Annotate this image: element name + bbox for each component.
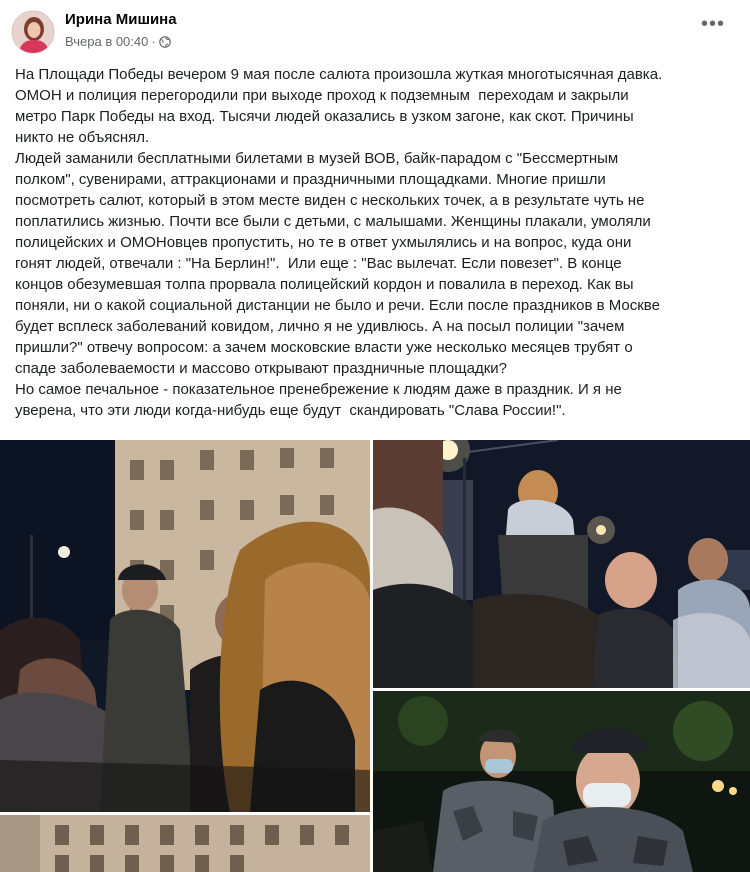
- post-header: [0, 0, 750, 60]
- meta-separator: ·: [151, 34, 156, 49]
- more-options-button[interactable]: •••: [700, 13, 725, 35]
- crowd-at-night-photo[interactable]: [0, 440, 370, 812]
- building-facade-photo[interactable]: [0, 815, 370, 872]
- author-avatar[interactable]: [11, 10, 55, 54]
- post-text: На Площади Победы вечером 9 мая после салюта произошла жуткая многотысячная давка. ОМОН и полиция перегородили при выходе проход к подземным переходам и закрыли метро Парк Победы на вход. Тысячи людей оказались в узком загоне, как скот. Причины никто не объяснял. Людей заманили бесплатными билетами в музей ВОВ, байк-парадом с "Бессмертным полком", сувенирами, аттракционами и праздничными площадками. Многие пришли посмотреть салют, который в этом месте виден с нескольких точек, а в результате чуть не поплатились жизнью. Почти все были с детьми, с малышами. Женщины плакали, умоляли полицейских и ОМОНовцев пропустить, но те в ответ ухмылялись и на вопрос, куда они гонят людей, отвечали : "На Берлин!". Или еще : "Вас вылечат. Если повезет". В конце концов обезумевшая толпа прорвала полицейский кордон и повалила в переход. Как вы поняли, ни о какой социальной дистанции не было и речи. Если после праздников в Москве будет всплеск заболеваний ковидом, лично я не удивлюсь. А на посыл полиции "зачем пришли?" отвечу вопросом: а зачем московские власти уже несколько месяцев трубят о спаде заболеваемости и массово открывают праздничные площадки? Но самое печальное - показательное пренебрежение к людям даже в праздник. И я не уверена, что эти люди когда-нибудь еще будут скандировать "Слава России!".: [15, 66, 663, 419]
- post-timestamp[interactable]: Вчера в 00:40: [65, 34, 149, 49]
- police-officers-photo[interactable]: [373, 691, 750, 872]
- globe-icon[interactable]: [159, 36, 171, 48]
- photo-grid: [0, 440, 750, 872]
- author-name[interactable]: Ирина Мишина: [65, 11, 177, 28]
- crowd-with-child-photo[interactable]: [373, 440, 750, 688]
- post-meta: [65, 34, 171, 49]
